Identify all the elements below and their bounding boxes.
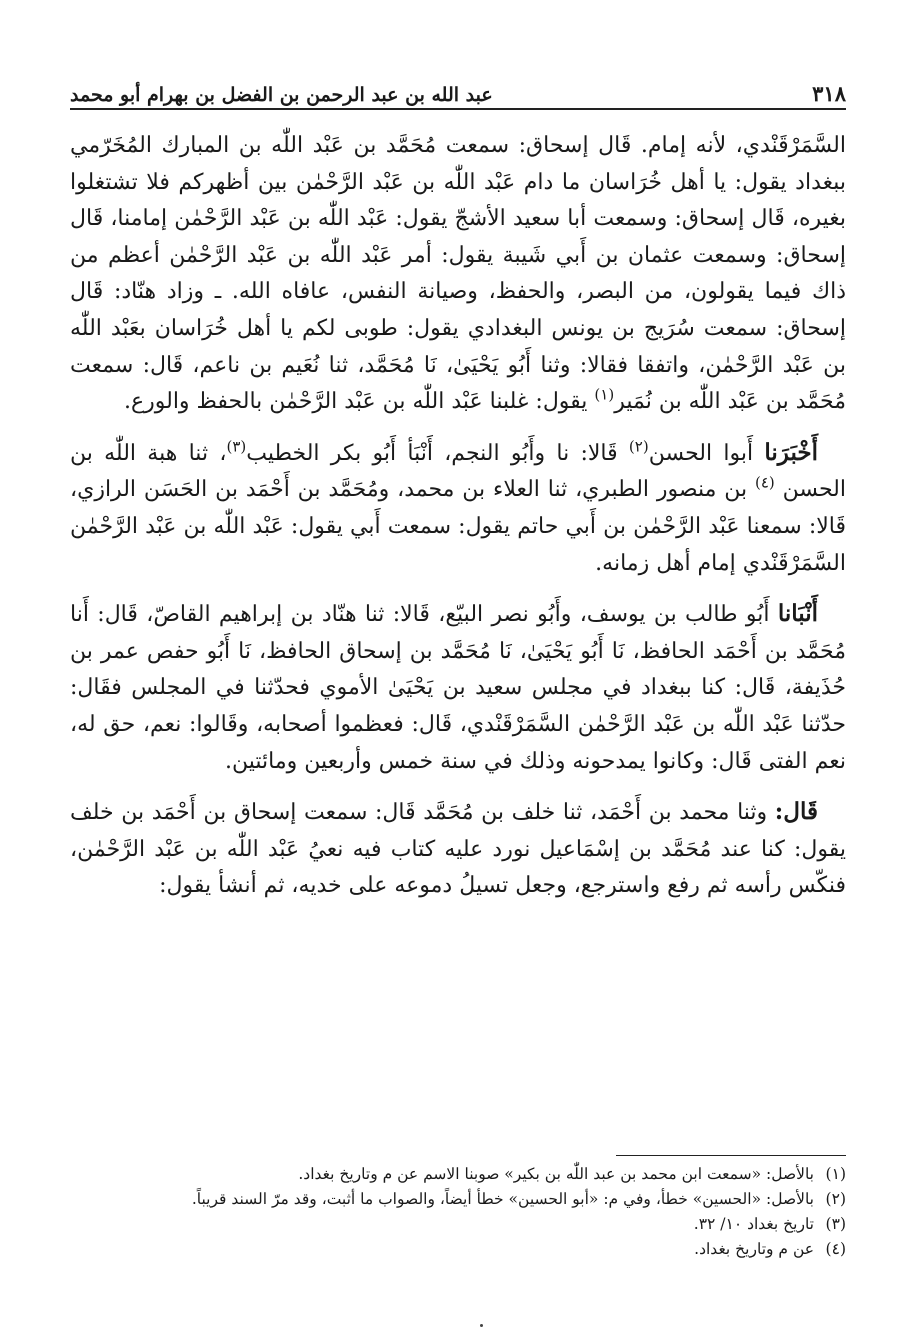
header-rule <box>70 108 846 110</box>
paragraph-1 <box>70 128 846 421</box>
footnote-number: (٢) <box>825 1190 846 1208</box>
footnote-marker: (٤) <box>754 474 775 493</box>
footnote-text: بالأصل: «سمعت ابن محمد بن عبد اللّٰه بن بكير» صوبنا الاسم عن م وتاريخ بغداد. <box>298 1165 814 1183</box>
paragraph-text: أَبُو طالب بن يوسف، وأَبُو نصر البيّع، قَالا: ثنا هنّاد بن إبراهيم القاصّ، قَال: أَنا مُحَمَّد بن أَحْمَد الحافظ، نَا أَبُو يَحْيَىٰ، نَا مُحَمَّد بن إسحاق الحافظ، نَا أَبُو حفص عمر بن حُذَيفة، قَال: كنا ببغداد في مجلس سعيد بن يَحْيَىٰ الأموي فحدّثنا في المجلس فقَال: حدّثنا عَبْد اللّٰه بن عَبْد الرَّحْمٰن السَّمَرْقَنْدي، قَال: فعظموا أصحابه، وقَالوا: نعم، حق له، نعم الفتى قَال: وكانوا يمدحونه وذلك في سنة خمس وأربعين ومائتين. <box>70 602 846 774</box>
paragraph-lead-word: قَال: <box>774 798 818 826</box>
paragraph-text: يقول: غلبنا عَبْد اللّٰه بن عَبْد الرَّحْمٰن بالحفظ والورع. <box>124 389 595 415</box>
footnote-marker: (١) <box>594 385 615 404</box>
page-header <box>70 66 846 106</box>
footnote <box>70 1187 846 1212</box>
footnote-number: (٤) <box>825 1240 846 1258</box>
paragraph-4 <box>70 794 846 905</box>
paragraph-lead-word: أَنْبَانا <box>777 600 818 628</box>
footnote <box>70 1212 846 1237</box>
paragraph-text: السَّمَرْقَنْدي، لأنه إمام. قَال إسحاق: سمعت مُحَمَّد بن عَبْد اللّٰه بن المبارك المُخَرّمي ببغداد يقول: يا أهل خُرَاسان ما دام عَبْد اللّٰه بن عَبْد الرَّحْمٰن بين أظهركم فلا تشتغلوا بغيره، قَال إسحاق: وسمعت أبا سعيد الأشجّ يقول: عَبْد اللّٰه بن عَبْد الرَّحْمٰن إمامنا، قَال إسحاق: وسمعت عثمان بن أَبي شَيبة يقول: أمر عَبْد اللّٰه بن عَبْد الرَّحْمٰن أعظم من ذاك فيما يقولون، من البصر، والحفظ، وصيانة النفس، عافاه الله. ـ وزاد هنّاد: قَال إسحاق: سمعت سُرَيج بن يونس البغدادي يقول: طوبى لكم يا أهل خُرَاسان بعَبْد اللّٰه بن عَبْد الرَّحْمٰن، واتفقا فقالا: وثنا أَبُو يَحْيَىٰ، نَا مُحَمَّد، ثنا نُعَيم بن ناعم، قَال: سمعت مُحَمَّد بن عَبْد اللّٰه بن نُمَير <box>70 133 846 415</box>
footnote-text: عن م وتاريخ بغداد. <box>694 1240 814 1258</box>
paragraph-text: أَبوا الحسن <box>648 440 765 466</box>
footnote-number: (٣) <box>825 1215 846 1233</box>
main-text <box>70 128 846 919</box>
footnotes <box>70 1162 846 1262</box>
footnote-text: بالأصل: «الحسين» خطأ، وفي م: «أبو الحسين» خطأ أيضاً، والصواب ما أثبت، وقد مرّ السند قريباً. <box>191 1190 814 1208</box>
paragraph-3 <box>70 596 846 780</box>
footnote-marker: (٢) <box>628 437 649 456</box>
paragraph-2 <box>70 435 846 582</box>
footnote-number: (١) <box>825 1165 846 1183</box>
paragraph-lead-word: أَخْبَرَنا <box>764 438 819 466</box>
footnote-text: تاريخ بغداد ١٠/ ٣٢. <box>693 1215 814 1233</box>
page-number: ٣١٨ <box>812 81 846 106</box>
paragraph-text: قَالا: نا وأَبُو النجم، أَنْبَأ أَبُو بكر الخطيب <box>246 440 629 466</box>
paragraph-text: وثنا محمد بن أَحْمَد، ثنا خلف بن مُحَمَّد قَال: سمعت إسحاق بن أَحْمَد بن خلف يقول: كنا عند مُحَمَّد بن إسْمَاعيل نورد عليه كتاب فيه نعيُ عَبْد اللّٰه بن عَبْد الرَّحْمٰن، فنكّس رأسه ثم رفع واسترجع، وجعل تسيلُ دموعه على خديه، ثم أنشأ يقول: <box>70 800 846 899</box>
footnote-rule <box>616 1155 846 1156</box>
scan-speck <box>480 1324 483 1327</box>
footnote <box>70 1237 846 1262</box>
running-title: عبد الله بن عبد الرحمن بن الفضل بن بهرام أبو محمد <box>70 84 493 106</box>
footnote-marker: (٣) <box>226 437 247 456</box>
paragraph-text: بن منصور الطبري، ثنا العلاء بن محمد، ومُحَمَّد بن أَحْمَد بن الحَسَن الرازي، قَالا: سمعنا عَبْد الرَّحْمٰن بن أَبي حاتم يقول: سمعت أَبي يقول: عَبْد اللّٰه بن عَبْد الرَّحْمٰن السَّمَرْقَنْدي إمام أهل زمانه. <box>70 477 846 576</box>
footnote <box>70 1162 846 1187</box>
paragraph-text: ، ثنا هبة اللّٰه بن الحسن <box>70 440 846 503</box>
